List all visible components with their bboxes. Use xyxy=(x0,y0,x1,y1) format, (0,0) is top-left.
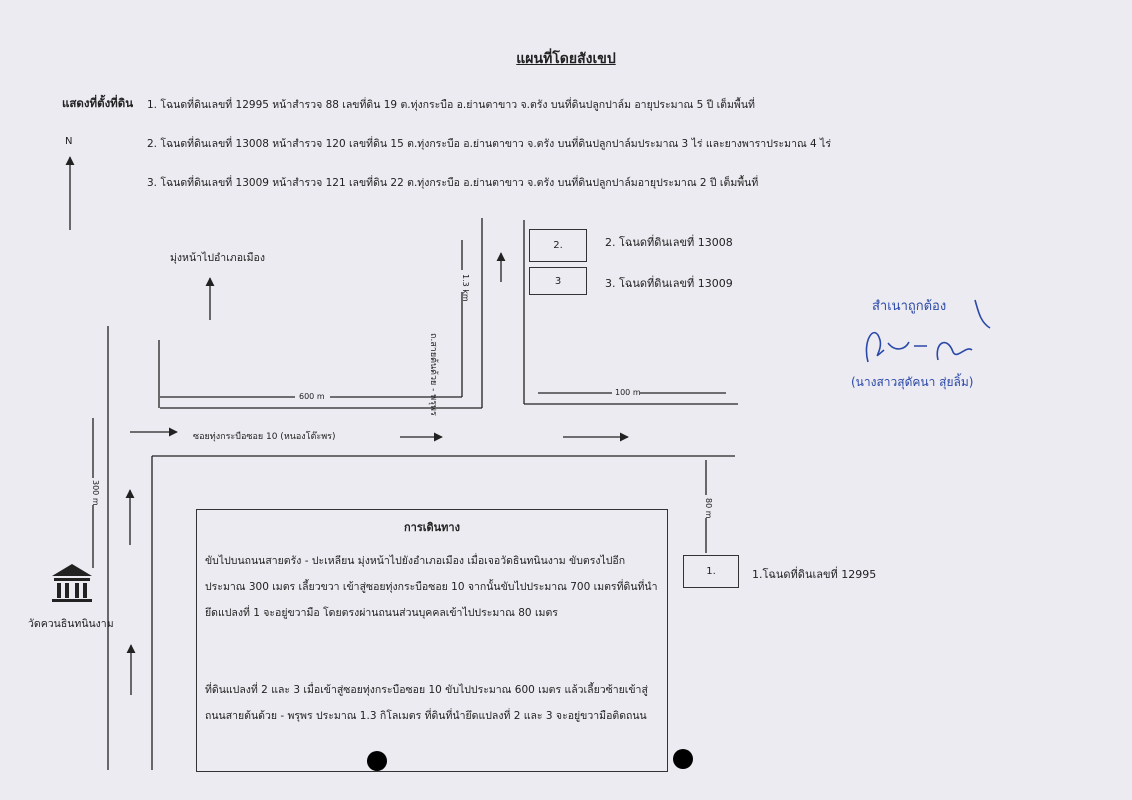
soi-label: ซอยทุ่งกระบือซอย 10 (หนองโต๊ะพร) xyxy=(193,432,336,442)
certifier-name: (นางสาวสุดัคนา สุ่ยลิ้ม) xyxy=(851,375,974,389)
route-box xyxy=(196,509,668,772)
binder-hole-left xyxy=(367,751,387,771)
signature-first xyxy=(866,333,927,362)
parcel-label-1: 1.โฉนดที่ดินเลขที่ 12995 xyxy=(752,568,877,581)
route-paragraph-1: ขับไปบนถนนสายตรัง - ปะเหลียน มุ่งหน้าไปยังอำเภอเมือง เมื่อเจอวัดธินทนินงาม ขับตรงไปอีกประมาณ 300 เมตร เลี้ยวขวา เข้าสู่ซอยทุ่งกระบือซอย 10 จากนั้นขับไปประมาณ 700 เมตรที่ดินที่นำยึดแปลงที่ 1 จะอยู่ขวามือ โดยตรงผ่านถนนส่วนบุคคลเข้าไปประมาณ 80 เมตร xyxy=(205,555,658,619)
parcel-label-3: 3. โฉนดที่ดินเลขที่ 13009 xyxy=(605,277,733,290)
to-city-label: มุ่งหน้าไปอำเภอเมือง xyxy=(170,252,265,264)
dist-600-label: 600 m xyxy=(299,392,325,401)
dist-80-label: 80 m xyxy=(704,498,713,519)
route-paragraph-2: ที่ดินแปลงที่ 2 และ 3 เมื่อเข้าสู่ซอยทุ่งกระบือซอย 10 ขับไปประมาณ 600 เมตร แล้วเลี้ยวซ้ายเข้าสู่ถนนสายต้นด้วย - พรุพร ประมาณ 1.3 กิโลเมตร ที่ดินที่นำยึดแปลงที่ 2 และ 3 จะอยู่ขวามือติดถนน xyxy=(205,684,648,722)
location-heading: แสดงที่ตั้งที่ดิน xyxy=(62,96,134,110)
temple-icon xyxy=(52,564,92,602)
certification-text: สำเนาถูกต้อง xyxy=(872,299,947,314)
dist-100-label: 100 m xyxy=(615,388,641,397)
parcel-box-1: 1. xyxy=(683,555,739,588)
parcel-box-2: 2. xyxy=(529,229,587,262)
parcel-line-1: 1. โฉนดที่ดินเลขที่ 12995 หน้าสำรวจ 88 เลขที่ดิน 19 ต.ทุ่งกระบือ อ.ย่านตาขาว จ.ตรัง บนที่ดินปลูกปาล์ม อายุประมาณ 5 ปี เต็มพื้นที่ xyxy=(147,99,755,111)
temple-label: วัดควนธินทนินงาม xyxy=(28,618,114,630)
parcel-label-2: 2. โฉนดที่ดินเลขที่ 13008 xyxy=(605,236,733,249)
north-label: N xyxy=(65,136,73,147)
route-title: การเดินทาง xyxy=(404,521,460,534)
parcel-line-3: 3. โฉนดที่ดินเลขที่ 13009 หน้าสำรวจ 121 เลขที่ดิน 22 ต.ทุ่งกระบือ อ.ย่านตาขาว จ.ตรัง บนที่ดินปลูกปาล์มอายุประมาณ 2 ปี เต็มพื้นที่ xyxy=(147,177,759,189)
binder-hole-right xyxy=(673,749,693,769)
parcel-box-3: 3 xyxy=(529,267,587,295)
dist-300-label: 300 m xyxy=(91,480,100,506)
page-title: แผนที่โดยสังเขป xyxy=(516,51,616,67)
parcel-line-2: 2. โฉนดที่ดินเลขที่ 13008 หน้าสำรวจ 120 เลขที่ดิน 15 ต.ทุ่งกระบือ อ.ย่านตาขาว จ.ตรัง บนที่ดินปลูกปาล์มประมาณ 3 ไร่ และยางพาราประมาณ 4 ไร่ xyxy=(147,138,831,150)
dist-13km-label: 1.3 km xyxy=(461,274,470,302)
road-label: ถ.สายต้นด้วย - พรุพร xyxy=(428,333,438,416)
